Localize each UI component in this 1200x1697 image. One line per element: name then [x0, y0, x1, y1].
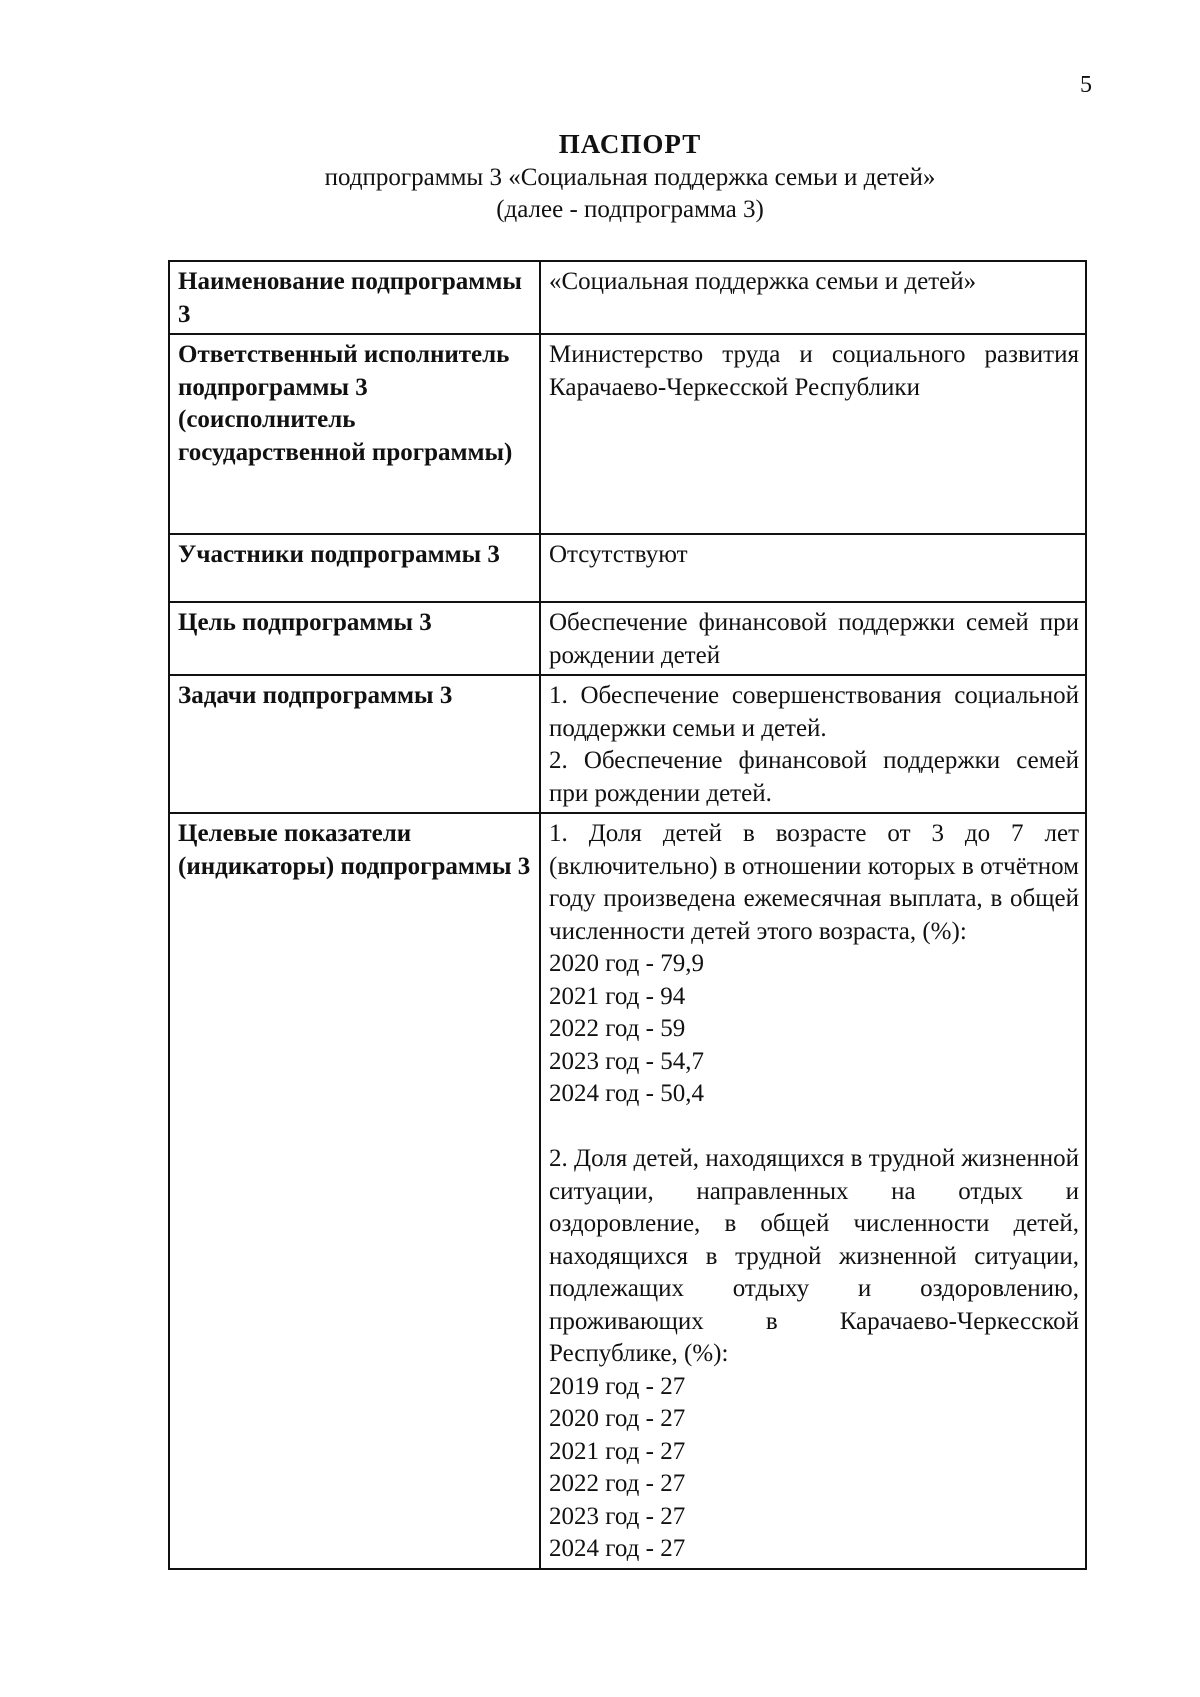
table-row [169, 602, 1086, 675]
table-row [169, 534, 1086, 602]
document-title: ПАСПОРТ [558, 129, 702, 159]
row-value-executor: Министерство труда и социального развития Карачаево-Черкесской Республики [540, 334, 1086, 534]
indicator-1-text: 1. Доля детей в возрасте от 3 до 7 лет (включительно) в отношении которых в отчётном году произведена ежемесячная выплата, в общей численности детей этого возраста, (%): [549, 820, 1079, 945]
row-value-tasks [540, 675, 1086, 813]
row-value-indicators [540, 813, 1086, 1569]
indicator-2-year: 2023 год - 27 [549, 1502, 686, 1530]
indicator-1-year: 2022 год - 59 [549, 1015, 686, 1042]
table-row [169, 813, 1086, 1569]
document-subtitle-line1: подпрограммы 3 «Социальная поддержка семьи и детей» [324, 164, 936, 191]
row-label-indicators: Целевые показатели (индикаторы) подпрограммы 3 [169, 813, 540, 1569]
row-value-goal: Обеспечение финансовой поддержки семей при рождении детей [540, 602, 1086, 675]
row-label-tasks: Задачи подпрограммы 3 [169, 675, 540, 813]
indicator-2-year: 2020 год - 27 [549, 1405, 686, 1432]
table-row [169, 261, 1086, 334]
row-label-name: Наименование подпрограммы 3 [169, 261, 540, 334]
row-label-executor: Ответственный исполнитель подпрограммы 3 (соисполнитель государственной программы) [169, 334, 540, 534]
indicator-1-year: 2023 год - 54,7 [549, 1047, 704, 1075]
row-value-participants: Отсутствуют [540, 534, 1086, 602]
passport-table [168, 260, 1087, 1570]
task-item: 1. Обеспечение совершенствования социальной поддержки семьи и детей. [549, 682, 1079, 742]
indicator-2-year: 2022 год - 27 [549, 1470, 686, 1497]
row-label-goal: Цель подпрограммы 3 [169, 602, 540, 675]
document-subtitle-line2: (далее - подпрограмма 3) [496, 196, 764, 223]
spacer [549, 1111, 1079, 1144]
indicator-1-year: 2020 год - 79,9 [549, 950, 704, 977]
indicator-2-year: 2021 год - 27 [549, 1437, 686, 1465]
row-value-name: «Социальная поддержка семьи и детей» [540, 261, 1086, 334]
row-label-participants: Участники подпрограммы 3 [169, 534, 540, 602]
page-number: 5 [1080, 72, 1092, 98]
indicator-1-year: 2021 год - 94 [549, 982, 686, 1010]
document-header [0, 126, 1200, 226]
indicator-1-year: 2024 год - 50,4 [549, 1080, 704, 1107]
indicator-2-year: 2024 год - 27 [549, 1535, 686, 1562]
indicator-2-text: 2. Доля детей, находящихся в трудной жизненной ситуации, направленных на отдых и оздоровление, в общей численности детей, находящихся в трудной жизненной ситуации, подлежащих отдыху и оздоровлению, проживающих в Карачаево-Черкесской Республике, (%): [549, 1145, 1079, 1367]
indicator-2-year: 2019 год - 27 [549, 1372, 686, 1400]
table-row [169, 675, 1086, 813]
task-item: 2. Обеспечение финансовой поддержки семей при рождении детей. [549, 747, 1079, 807]
table-row [169, 334, 1086, 534]
